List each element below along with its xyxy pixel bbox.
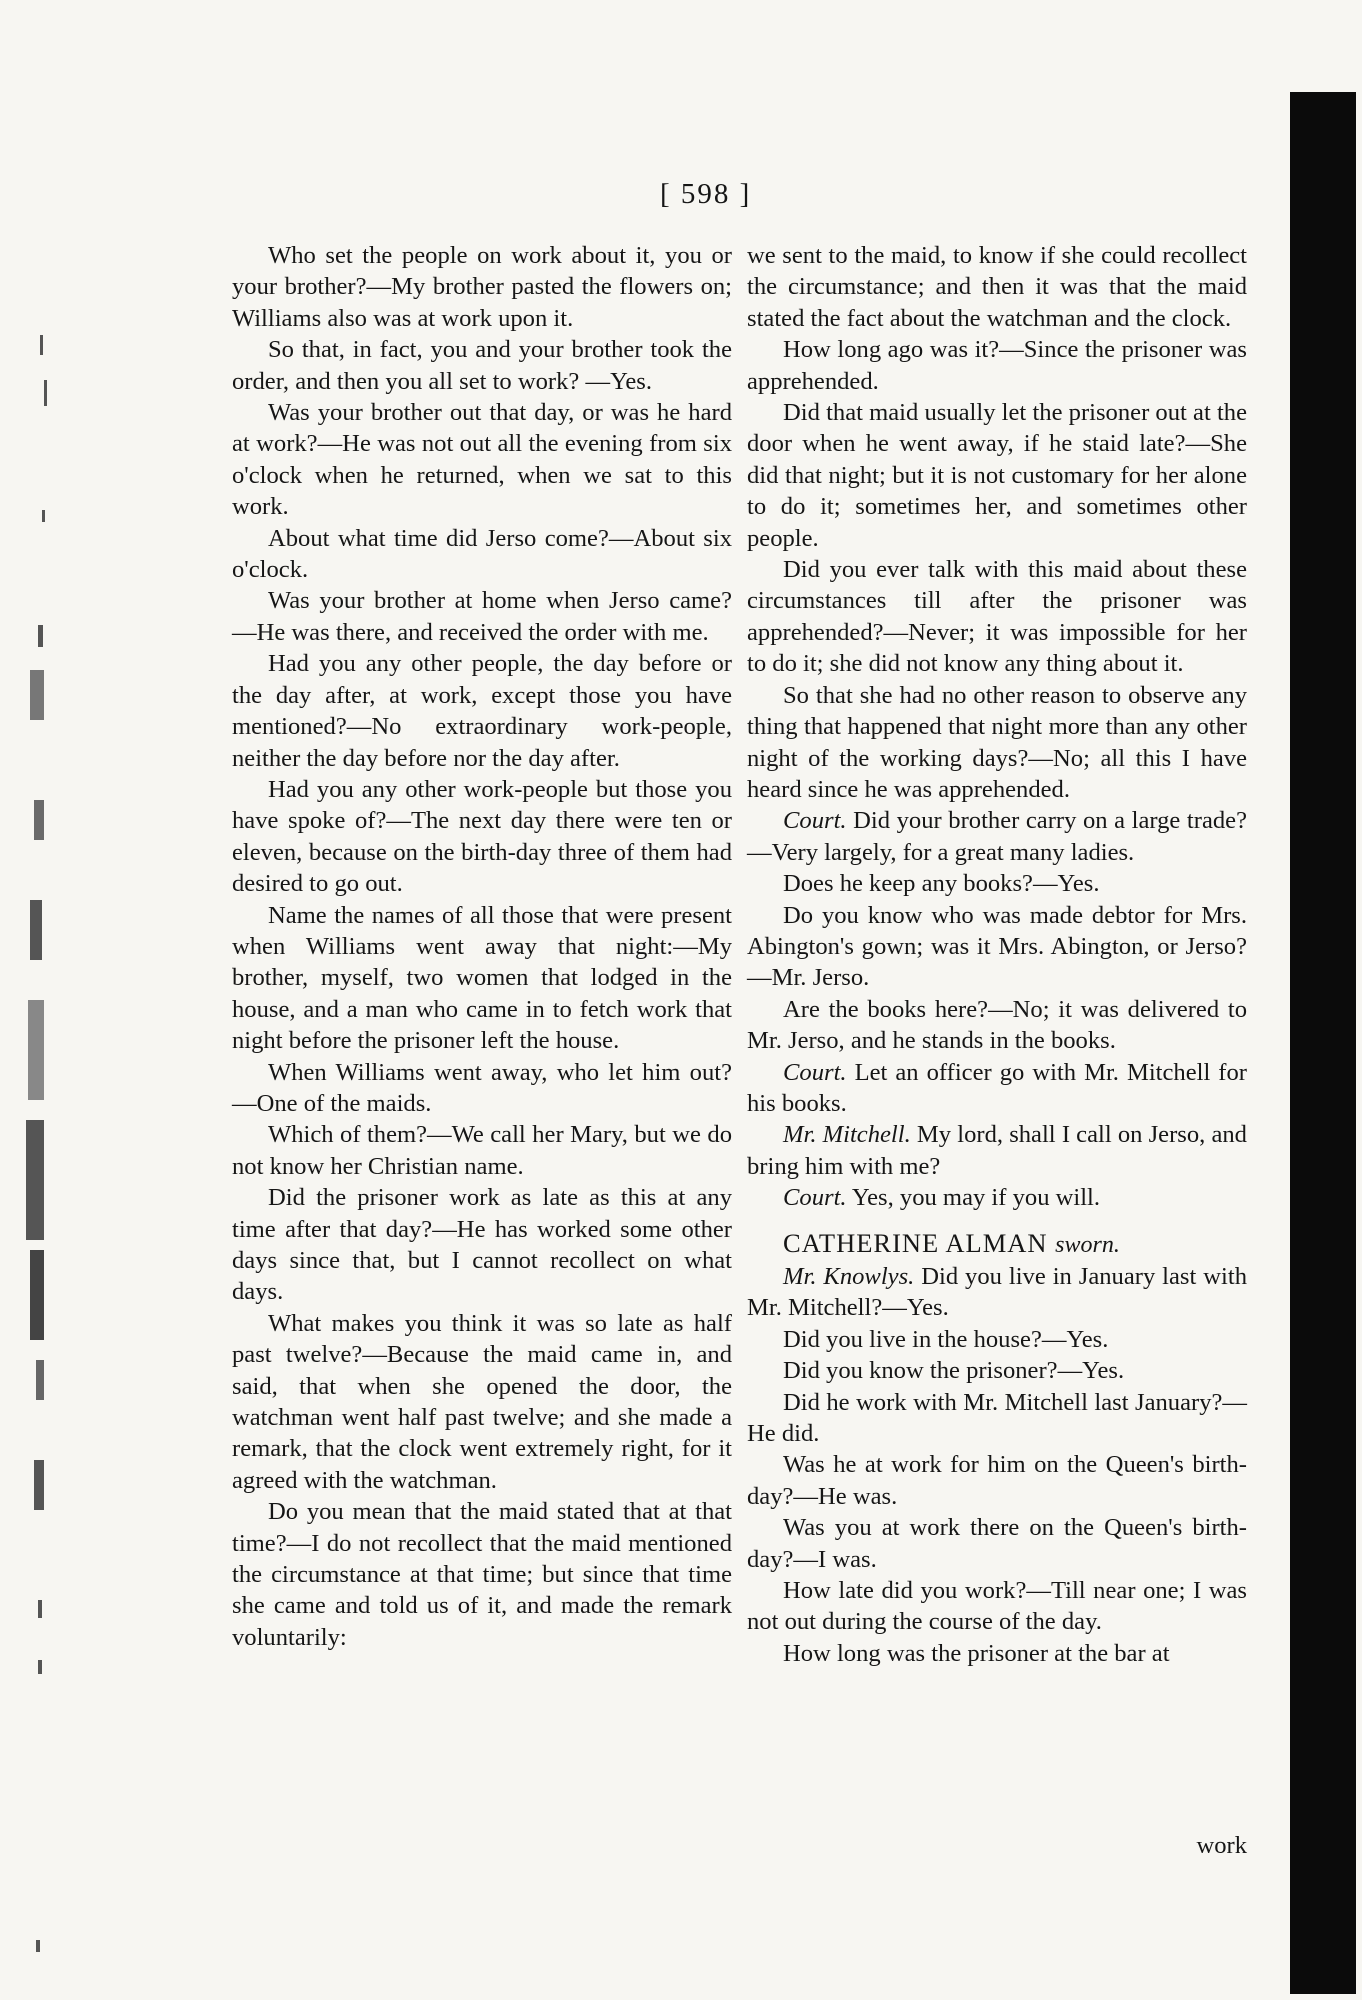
paragraph xyxy=(747,1119,1247,1182)
paragraph-text: Was he at work for him on the Queen's birth-day?—He was. xyxy=(747,1451,1247,1510)
paragraph xyxy=(747,240,1247,334)
paragraph-text: Did the prisoner work as late as this at any time after that day?—He has worked some other days since that, but I cannot recollect on what days. xyxy=(232,1184,732,1306)
paragraph-text: Does he keep any books?—Yes. xyxy=(783,870,1100,898)
paragraph-text: Did you live in the house?—Yes. xyxy=(783,1325,1109,1353)
sworn-label: sworn. xyxy=(1055,1231,1120,1258)
paragraph-text: we sent to the maid, to know if she could recollect the circumstance; and then it was that the maid stated the fact about the watchman and the clock. xyxy=(747,242,1247,332)
paragraph xyxy=(747,397,1247,554)
paragraph-text: Had you any other people, the day before or the day after, at work, except those you have mentioned?—No extraordinary work-people, neither the day before nor the day after. xyxy=(232,650,732,772)
speaker-label: Court. xyxy=(783,1058,847,1086)
paragraph xyxy=(232,523,732,586)
witness-heading xyxy=(747,1228,1247,1261)
paragraph xyxy=(747,334,1247,397)
paragraph-text: Yes, you may if you will. xyxy=(851,1184,1101,1212)
binding-gutter-marks xyxy=(0,0,130,2000)
paragraph-text: Let an officer go with Mr. Mitchell for his books. xyxy=(747,1058,1247,1117)
paragraph xyxy=(747,1638,1247,1669)
paragraph xyxy=(747,868,1247,899)
speaker-label: Court. xyxy=(783,1184,847,1212)
paragraph xyxy=(747,554,1247,680)
paragraph-text: Did you live in January last with Mr. Mitchell?—Yes. xyxy=(747,1263,1247,1322)
speaker-label: Court. xyxy=(783,807,847,835)
paragraph xyxy=(747,1575,1247,1638)
right-text-column xyxy=(747,240,1247,1669)
paragraph-text: Are the books here?—No; it was delivered to Mr. Jerso, and he stands in the books. xyxy=(747,995,1247,1055)
speaker-label: Mr. Knowlys. xyxy=(783,1263,915,1290)
paragraph-text: When Williams went away, who let him out?—One of the maids. xyxy=(232,1058,732,1117)
paragraph xyxy=(232,334,732,397)
left-text-column xyxy=(232,240,732,1653)
paragraph-text: How long was the prisoner at the bar at xyxy=(783,1639,1170,1667)
paragraph xyxy=(232,774,732,900)
paragraph xyxy=(747,1355,1247,1386)
paragraph xyxy=(747,1387,1247,1450)
paragraph xyxy=(232,900,732,1057)
paragraph-text: Do you mean that the maid stated that at that time?—I do not recollect that the maid mentioned the circumstance at that time; but since that time she came and told us of it, and made the remark voluntarily: xyxy=(232,1498,732,1651)
paragraph xyxy=(232,1308,732,1496)
paragraph-text: Name the names of all those that were present when Williams went away that night:—My brother, myself, two women that lodged in the house, and a man who came in to fetch work that night before the prisoner left the house. xyxy=(232,901,732,1055)
paragraph-text: Was you at work there on the Queen's birth-day?—I was. xyxy=(747,1514,1247,1573)
paragraph xyxy=(232,1182,732,1308)
paragraph-text: Who set the people on work about it, you or your brother?—My brother pasted the flowers on; Williams also was at work upon it. xyxy=(232,242,732,332)
paragraph-text: So that, in fact, you and your brother took the order, and then you all set to work? —Yes. xyxy=(232,336,732,395)
paragraph-text: Which of them?—We call her Mary, but we do not know her Christian name. xyxy=(232,1121,732,1180)
paragraph xyxy=(232,648,732,774)
paragraph xyxy=(747,805,1247,868)
paragraph-text: So that she had no other reason to observe any thing that happened that night more than any other night of the working days?—No; all this I have heard since he was apprehended. xyxy=(747,681,1247,803)
paragraph xyxy=(232,240,732,334)
paragraph xyxy=(747,1182,1247,1213)
paragraph-text: How late did you work?—Till near one; I was not out during the course of the day. xyxy=(747,1577,1247,1636)
paragraph-text: What makes you think it was so late as half past twelve?—Because the maid came in, and said, that when she opened the door, the watchman went half past twelve; and she made a remark, that the clock went extremely right, for it agreed with the watchman. xyxy=(232,1309,732,1494)
paragraph-text: My lord, shall I call on Jerso, and bring him with me? xyxy=(747,1121,1247,1180)
paragraph-text: Did you know the prisoner?—Yes. xyxy=(783,1357,1125,1385)
paragraph xyxy=(232,1119,732,1182)
paragraph xyxy=(232,1057,732,1120)
paragraph-text: Had you any other work-people but those you have spoke of?—The next day there were ten or eleven, because on the birth-day three of them had desired to go out. xyxy=(232,775,732,898)
paragraph xyxy=(747,680,1247,806)
paragraph-text: Do you know who was made debtor for Mrs. Abington's gown; was it Mrs. Abington, or Jerso?—Mr. Jerso. xyxy=(747,901,1247,992)
catchword: work xyxy=(1196,1832,1247,1859)
paragraph xyxy=(747,1512,1247,1575)
paragraph-text: Did he work with Mr. Mitchell last January?—He did. xyxy=(747,1388,1247,1448)
paragraph xyxy=(232,397,732,523)
scan-edge-shadow xyxy=(1290,92,1356,1994)
paragraph xyxy=(747,1324,1247,1355)
paragraph xyxy=(747,1261,1247,1324)
paragraph-text: Was your brother at home when Jerso came?—He was there, and received the order with me. xyxy=(232,587,732,646)
witness-name: CATHERINE ALMAN xyxy=(783,1227,1048,1258)
paragraph xyxy=(747,994,1247,1057)
paragraph xyxy=(232,1496,732,1653)
paragraph xyxy=(747,1057,1247,1120)
paragraph-text: Did you ever talk with this maid about these circumstances till after the prisoner was apprehended?—Never; it was impossible for her to do it; she did not know any thing about it. xyxy=(747,556,1247,678)
page-number: [ 598 ] xyxy=(660,178,752,210)
paragraph-text: How long ago was it?—Since the prisoner was apprehended. xyxy=(747,336,1247,395)
paragraph-text: Did that maid usually let the prisoner out at the door when he went away, if he staid late?—She did that night; but it is not customary for her alone to do it; sometimes her, and sometimes other people. xyxy=(747,399,1247,552)
paragraph xyxy=(232,585,732,648)
paragraph-text: Did your brother carry on a large trade?—Very largely, for a great many ladies. xyxy=(747,807,1247,866)
paragraph-text: About what time did Jerso come?—About six o'clock. xyxy=(232,524,732,584)
paragraph-text: Was your brother out that day, or was he hard at work?—He was not out all the evening from six o'clock when he returned, when we sat to this work. xyxy=(232,399,732,521)
paragraph xyxy=(747,1449,1247,1512)
speaker-label: Mr. Mitchell. xyxy=(783,1121,911,1149)
paragraph xyxy=(747,900,1247,994)
